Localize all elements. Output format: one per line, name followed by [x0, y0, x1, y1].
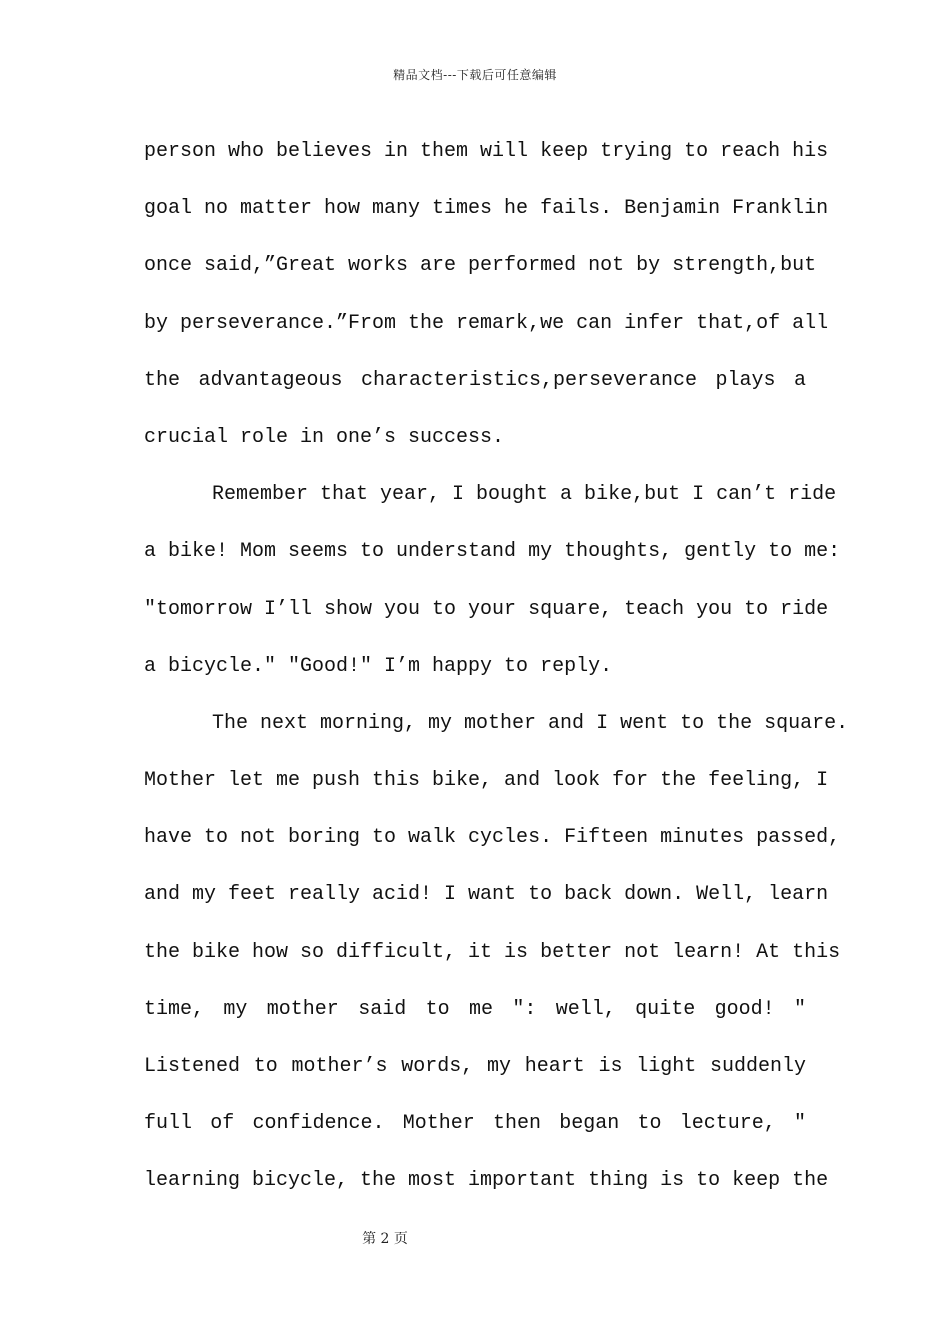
text-line: full of confidence. Mother then began to lecture, " — [144, 1112, 806, 1136]
text-line: "tomorrow I’ll show you to your square, teach you to ride — [144, 597, 829, 621]
text-line: the advantageous characteristics,perseverance plays a — [144, 368, 806, 392]
text-line: person who believes in them will keep trying to reach his — [144, 140, 829, 163]
text-line: and my feet really acid! I want to back down. Well, learn — [144, 883, 829, 907]
text-line: Mother let me push this bike, and look for the feeling, I — [144, 769, 829, 793]
text-line: time, my mother said to me ": well, quite good! " — [144, 997, 806, 1021]
text-line: a bicycle." "Good!" I’m happy to reply. — [144, 654, 613, 678]
text-line: the bike how so difficult, it is better not learn! At this — [144, 940, 841, 964]
text-line: have to not boring to walk cycles. Fifteen minutes passed, — [144, 826, 841, 850]
text-line: a bike! Mom seems to understand my thoughts, gently to me: — [144, 540, 841, 564]
text-line: crucial role in one’s success. — [144, 425, 505, 449]
page-number: 第 2 页 — [362, 1231, 408, 1247]
paragraph-first-line: The next morning, my mother and I went to the square. — [212, 711, 849, 735]
page-header: 精品文档---下载后可任意编辑 — [393, 68, 557, 82]
paragraph-first-line: Remember that year, I bought a bike,but I can’t ride — [212, 483, 837, 507]
text-line: goal no matter how many times he fails. Benjamin Franklin — [144, 197, 829, 221]
text-line: learning bicycle, the most important thing is to keep the — [144, 1169, 829, 1193]
document-body — [144, 132, 849, 1219]
text-line: Listened to mother’s words, my heart is light suddenly — [144, 1055, 806, 1078]
text-line: by perseverance.”From the remark,we can infer that,of all — [144, 311, 829, 335]
text-line: once said,”Great works are performed not by strength,but — [144, 254, 817, 278]
